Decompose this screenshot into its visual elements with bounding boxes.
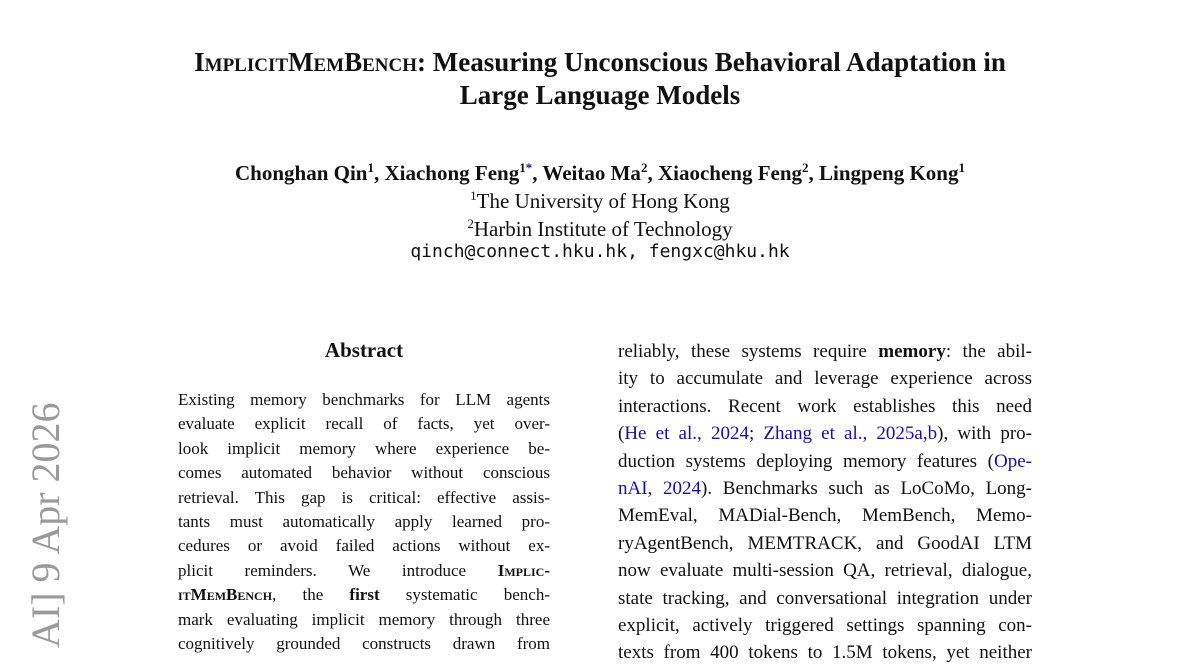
body-line: reliably, these systems require memory: the abil-: [618, 341, 1033, 362]
abstract-line: tants must automatically apply learned pro-: [178, 512, 550, 532]
abstract-line: cedures or avoid failed actions without ex-: [178, 536, 550, 556]
affiliation-2: [0, 211, 1200, 242]
corresponding-author-mark[interactable]: *: [525, 160, 533, 175]
affiliation-name: Harbin Institute of Technology: [473, 217, 733, 241]
author-affiliation-mark: 2: [640, 160, 648, 175]
body-line: MemEval, MADial-Bench, MemBench, Memo-: [618, 505, 1032, 527]
author-name: Xiachong Feng: [384, 161, 520, 185]
abstract-heading: Abstract: [324, 338, 404, 362]
author-affiliation-mark: 1: [367, 160, 374, 175]
citation-link[interactable]: nAI, 2024: [618, 478, 701, 500]
author-name: Weitao Ma: [542, 161, 641, 185]
abstract-line: retrieval. This gap is critical: effective assis-: [178, 487, 550, 507]
emphasis-first: first: [349, 585, 380, 605]
abstract-line: mark evaluating implicit memory through three: [178, 609, 550, 629]
body-line: state tracking, and conversational integration under: [618, 587, 1032, 609]
abstract-line: comes automated behavior without conscious: [178, 463, 550, 483]
paper-title: [0, 46, 1200, 112]
body-line: interactions. Recent work establishes this need: [618, 395, 1032, 417]
introduction-column: [618, 338, 1032, 667]
author-affiliation-mark: 1*: [519, 160, 533, 175]
body-line: duction systems deploying memory features (Ope-: [618, 450, 1032, 472]
body-line: nAI, 2024). Benchmarks such as LoCoMo, Long-: [618, 478, 1032, 500]
citation-link[interactable]: Zhang et al., 2025a,b: [763, 423, 938, 445]
benchmark-name: ImplicitMemBench: [194, 47, 418, 77]
abstract-line: cognitively grounded constructs drawn from: [178, 634, 550, 654]
author-name: Xiaocheng Feng: [657, 161, 803, 185]
affiliation-1: [0, 183, 1200, 214]
author-affiliation-mark: 2: [802, 160, 809, 175]
abstract-line: plicit reminders. We introduce Implic-: [178, 560, 550, 580]
title-line2: Large Language Models: [459, 80, 741, 110]
author-list: Chonghan Qin$^1$, Xiachong Feng$^{1*}$, Weitao Ma$^2$, Xiaocheng Feng$^2$, Lingpeng Kong$^1$: [235, 160, 965, 185]
author-name: Lingpeng Kong: [819, 161, 959, 185]
body-line: now evaluate multi-session QA, retrieval, dialogue,: [618, 560, 1032, 582]
body-line: texts from 400 tokens to 1.5M tokens, yet neither: [618, 642, 1032, 664]
benchmark-name-inline: Implic-: [497, 560, 550, 580]
citation-link[interactable]: He et al., 2024: [624, 423, 749, 445]
body-line: (He et al., 2024; Zhang et al., 2025a,b), with pro-: [618, 423, 1032, 445]
abstract-line: Existing memory benchmarks for LLM agents: [178, 390, 550, 409]
abstract-line: itMemBench, the first systematic bench-: [178, 585, 550, 605]
affiliation-number: 2: [467, 216, 474, 231]
body-line: ryAgentBench, MEMTRACK, and GoodAI LTM: [618, 532, 1032, 554]
author-emails[interactable]: qinch@connect.hku.hk, fengxc@hku.hk: [410, 241, 790, 262]
title-rest-line1: : Measuring Unconscious Behavioral Adaptation in: [417, 47, 1006, 77]
affiliation-name: The University of Hong Kong: [476, 189, 730, 213]
abstract-line: look implicit memory where experience be-: [178, 438, 550, 458]
body-line: ity to accumulate and leverage experience across: [618, 368, 1032, 390]
arxiv-side-stamp: AI] 9 Apr 2026: [23, 402, 68, 648]
benchmark-name-inline: itMemBench: [178, 585, 273, 605]
abstract-line: evaluate explicit recall of facts, yet over-: [178, 414, 550, 434]
author-name: Chonghan Qin: [235, 161, 368, 185]
author-affiliation-mark: 1: [958, 160, 965, 175]
affiliation-number: 1: [470, 188, 477, 203]
abstract-body: [178, 388, 550, 656]
citation-link[interactable]: Ope-: [994, 450, 1032, 472]
body-line: explicit, actively triggered settings spanning con-: [618, 615, 1032, 637]
emphasis-memory: memory: [878, 341, 946, 362]
